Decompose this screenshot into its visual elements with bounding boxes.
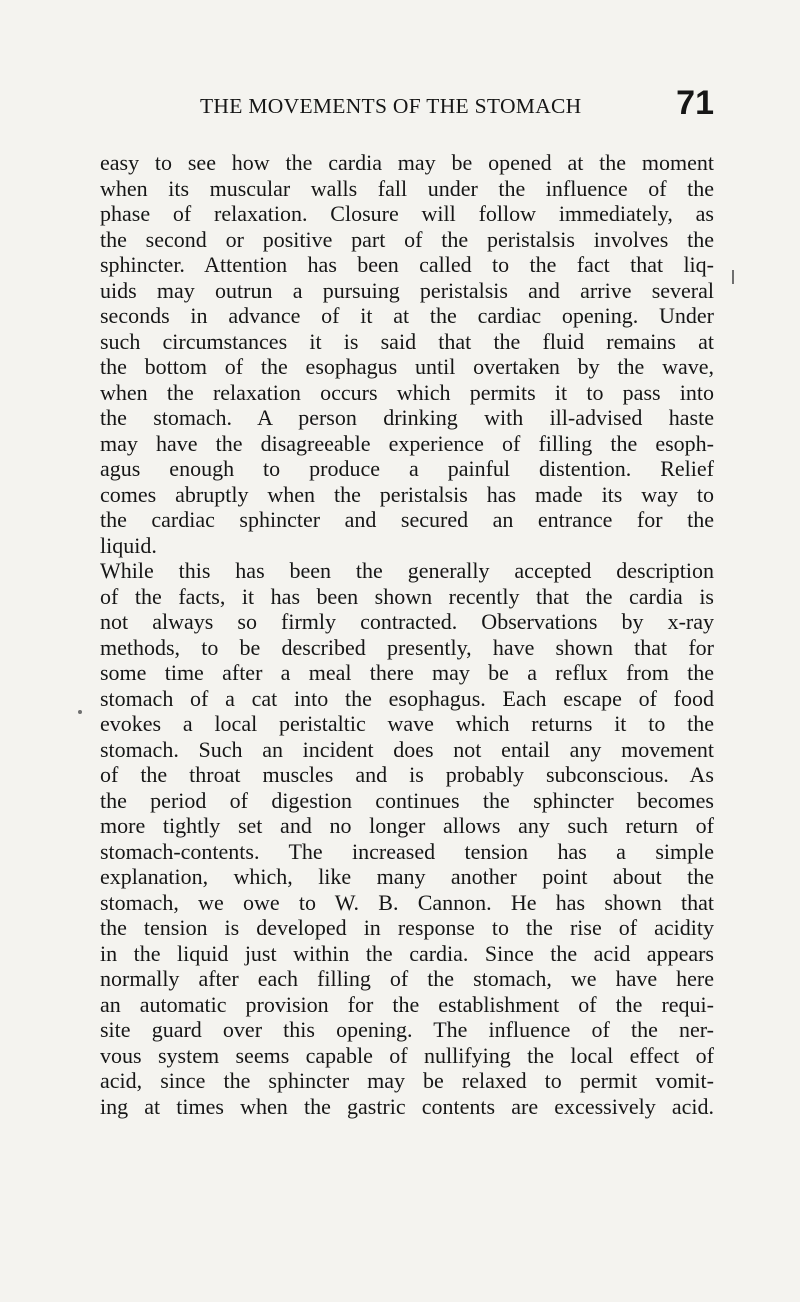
text-line: liquid. [100, 532, 157, 558]
page-header [200, 84, 714, 128]
text-line: agus enough to produce a painful distention. Relief [100, 456, 714, 481]
text-line: methods, to be described presently, have shown that for [100, 634, 714, 660]
text-line: some time after a meal there may be a reflux from the [100, 660, 714, 685]
text-line: While this has been the generally accepted description [100, 558, 714, 583]
print-speck [732, 270, 734, 284]
text-line: easy to see how the cardia may be opened at the moment [100, 150, 714, 175]
text-line: the second or positive part of the peristalsis involves the [100, 226, 714, 252]
text-line: phase of relaxation. Closure will follow immediately, as [100, 201, 714, 226]
text-line: evokes a local peristaltic wave which returns it to the [100, 711, 714, 736]
text-line: of the facts, it has been shown recently that the cardia is [100, 583, 714, 609]
text-line: the tension is developed in response to the rise of acidity [100, 915, 714, 940]
text-line: in the liquid just within the cardia. Since the acid appears [100, 940, 714, 966]
text-line: explanation, which, like many another point about the [100, 864, 714, 889]
text-line: comes abruptly when the peristalsis has made its way to [100, 481, 714, 507]
text-line: uids may outrun a pursuing peristalsis and arrive several [100, 277, 714, 303]
text-line: stomach, we owe to W. B. Cannon. He has shown that [100, 889, 714, 915]
text-line: more tightly set and no longer allows any such return of [100, 813, 714, 838]
page-number: 71 [676, 84, 714, 122]
text-line: the period of digestion continues the sphincter becomes [100, 787, 714, 813]
text-line: ing at times when the gastric contents are excessively acid. [100, 1093, 714, 1119]
text-line: stomach of a cat into the esophagus. Each escape of food [100, 685, 714, 711]
body-text [100, 150, 714, 1119]
running-head: THE MOVEMENTS OF THE STOMACH [200, 94, 582, 118]
text-line: when its muscular walls fall under the influence of the [100, 175, 714, 201]
text-line: the cardiac sphincter and secured an entrance for the [100, 507, 714, 532]
text-line: stomach. Such an incident does not entail any movement [100, 736, 714, 762]
text-line: sphincter. Attention has been called to the fact that liq- [100, 252, 714, 277]
text-line: not always so firmly contracted. Observations by x-ray [100, 609, 714, 634]
text-line: normally after each filling of the stomach, we have here [100, 966, 714, 991]
text-line: vous system seems capable of nullifying the local effect of [100, 1042, 714, 1068]
text-line: may have the disagreeable experience of filling the esoph- [100, 430, 714, 456]
text-line: such circumstances it is said that the fluid remains at [100, 328, 714, 354]
text-line: an automatic provision for the establishment of the requi- [100, 991, 714, 1017]
print-speck [78, 710, 82, 714]
text-line: of the throat muscles and is probably subconscious. As [100, 762, 714, 787]
text-line: when the relaxation occurs which permits it to pass into [100, 379, 714, 405]
text-line: seconds in advance of it at the cardiac opening. Under [100, 303, 714, 328]
text-line: stomach-contents. The increased tension has a simple [100, 838, 714, 864]
text-line: site guard over this opening. The influence of the ner- [100, 1017, 714, 1042]
text-line: the bottom of the esophagus until overtaken by the wave, [100, 354, 714, 379]
text-line: acid, since the sphincter may be relaxed to permit vomit- [100, 1068, 714, 1093]
text-line: the stomach. A person drinking with ill-advised haste [100, 405, 714, 430]
